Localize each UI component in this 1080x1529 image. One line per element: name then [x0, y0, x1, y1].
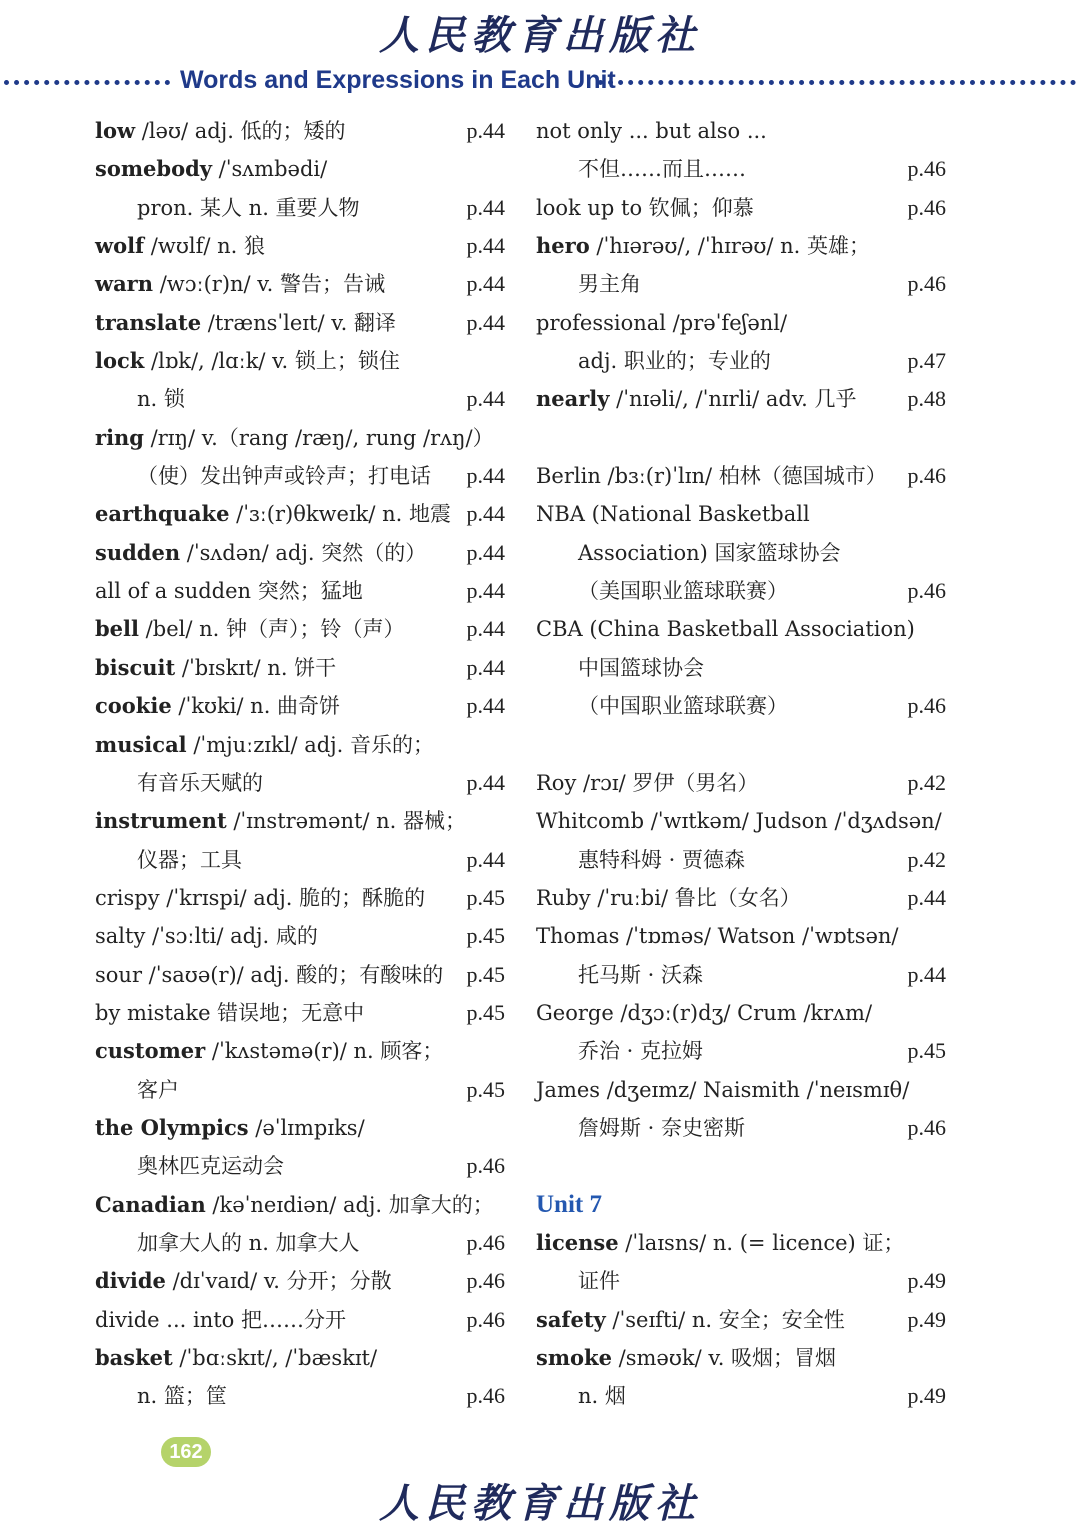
page-reference: p.44 — [466, 271, 505, 297]
entry-text — [137, 380, 185, 418]
page-reference: p.46 — [466, 1306, 505, 1332]
page-reference: p.44 — [907, 884, 946, 910]
vocab-entry — [536, 227, 946, 265]
definition: look up to 钦佩；仰慕 — [536, 195, 754, 220]
vocab-entry — [95, 189, 505, 227]
entry-text — [95, 304, 396, 342]
entry-text — [578, 572, 788, 610]
definition: not only ... but also ... — [536, 119, 767, 143]
vocab-entry — [536, 649, 946, 687]
definition: NBA (National Basketball — [536, 502, 810, 527]
vocab-entry — [95, 265, 505, 303]
vocab-entry — [95, 802, 505, 840]
definition: 乔治 · 克拉姆 — [578, 1039, 704, 1064]
vocab-entry — [536, 917, 946, 955]
vocab-entry — [95, 1377, 505, 1415]
entry-text — [536, 1339, 836, 1377]
page-reference: p.44 — [466, 194, 505, 220]
definition: 客户 — [137, 1077, 179, 1102]
entry-text — [137, 457, 431, 495]
definition: 托马斯 · 沃森 — [578, 962, 704, 987]
page-reference: p.45 — [466, 884, 505, 910]
vocab-entry — [536, 1377, 946, 1415]
page-reference: p.44 — [466, 118, 505, 143]
definition: /ˈlaɪsns/ n. (= licence) 证； — [618, 1230, 905, 1255]
entry-text — [578, 150, 746, 188]
headword: bell — [95, 616, 139, 642]
vocab-entry — [536, 112, 946, 150]
vocab-entry — [536, 1071, 946, 1109]
headword: nearly — [536, 386, 610, 412]
definition: /ˈɜː(r)θkweɪk/ n. 地震 — [229, 502, 452, 527]
definition: /ˈsʌdən/ adj. 突然（的） — [180, 540, 427, 565]
vocab-entry — [536, 994, 946, 1032]
entry-text — [95, 419, 494, 457]
vocab-entry — [536, 1224, 946, 1262]
definition: 有音乐天赋的 — [137, 770, 263, 795]
headword: divide — [95, 1268, 166, 1294]
entry-text — [578, 1032, 703, 1070]
definition: /ˈbɪskɪt/ n. 饼干 — [175, 655, 337, 680]
entry-text — [95, 265, 385, 303]
vocab-entry — [536, 457, 946, 495]
definition: /ˈnɪəli/, /ˈnɪrli/ adv. 几乎 — [609, 387, 857, 412]
vocab-entry — [95, 1301, 505, 1339]
header-dots-right — [598, 80, 1076, 85]
vocab-entry — [95, 1224, 505, 1262]
definition: Ruby /ˈruːbi/ 鲁比（女名） — [536, 885, 801, 910]
vocab-entry — [536, 726, 946, 764]
vocab-entry — [536, 687, 946, 725]
headword: safety — [536, 1306, 606, 1332]
entry-text — [536, 1071, 909, 1109]
entry-text — [578, 1109, 745, 1147]
entry-text — [137, 189, 360, 227]
entry-text — [137, 1377, 227, 1415]
definition: /kəˈneɪdiən/ adj. 加拿大的； — [205, 1192, 494, 1217]
page-reference: p.45 — [466, 923, 505, 949]
vocab-entry — [536, 764, 946, 802]
entry-text — [95, 1262, 392, 1300]
page-reference: p.46 — [907, 578, 946, 604]
entry-text — [95, 342, 400, 380]
entry-text — [536, 802, 942, 840]
page-reference: p.44 — [466, 309, 505, 335]
vocab-entry — [95, 495, 505, 533]
definition: professional /prəˈfeʃənl/ — [536, 310, 788, 335]
vocab-entry — [95, 1109, 505, 1147]
page-reference: p.48 — [907, 386, 946, 412]
definition: 惠特科姆 · 贾德森 — [578, 847, 746, 872]
entry-text — [95, 649, 336, 687]
vocab-entry — [95, 956, 505, 994]
vocab-entry — [536, 1032, 946, 1070]
page-reference: p.49 — [907, 1268, 946, 1294]
publisher-logo-bottom: 人民教育出版社 — [379, 1480, 701, 1527]
headword: musical — [95, 731, 187, 757]
entry-text — [536, 994, 872, 1032]
definition: n. 锁 — [137, 387, 185, 412]
entry-text — [536, 304, 787, 342]
vocab-entry — [95, 1186, 505, 1224]
entry-text — [95, 956, 443, 994]
entry-text — [578, 342, 771, 380]
definition: adj. 职业的；专业的 — [578, 349, 771, 374]
definition: Thomas /ˈtɒməs/ Watson /ˈwɒtsən/ — [536, 924, 899, 949]
headword: customer — [95, 1038, 206, 1064]
definition: n. 烟 — [578, 1384, 626, 1409]
page-reference: p.44 — [466, 539, 505, 565]
vocab-entry — [536, 1301, 946, 1339]
vocab-entry — [536, 419, 946, 457]
page-reference: p.46 — [466, 1268, 505, 1294]
page-number-badge: 162 — [161, 1437, 211, 1467]
entry-text — [95, 726, 434, 764]
entry-text — [578, 956, 703, 994]
entry-text — [536, 1186, 602, 1224]
vocab-entry — [95, 112, 505, 150]
page-reference: p.44 — [466, 463, 505, 489]
definition: Unit 7 — [536, 1190, 602, 1218]
definition: crispy /ˈkrɪspi/ adj. 脆的；酥脆的 — [95, 885, 426, 910]
page-reference: p.44 — [466, 233, 505, 259]
page-reference: p.49 — [907, 1383, 946, 1409]
vocab-entry — [536, 956, 946, 994]
definition: 中国篮球协会 — [578, 655, 704, 680]
page-reference: p.49 — [907, 1306, 946, 1332]
entry-text — [536, 610, 915, 648]
vocab-entry — [95, 150, 505, 188]
vocab-entry — [95, 687, 505, 725]
section-header — [0, 64, 1080, 100]
headword: low — [95, 118, 136, 143]
vocab-entry — [95, 419, 505, 457]
definition: 仪器；工具 — [137, 847, 242, 872]
headword: ring — [95, 424, 144, 450]
vocab-entry — [95, 879, 505, 917]
definition: /ˈkʌstəmə(r)/ n. 顾客； — [205, 1039, 444, 1064]
page-reference: p.45 — [466, 961, 505, 987]
definition: /rɪŋ/ v.（rang /ræŋ/, rung /rʌŋ/） — [144, 425, 494, 450]
entry-text — [137, 841, 242, 879]
page-reference: p.44 — [466, 654, 505, 680]
definition: /lɒk/, /lɑːk/ v. 锁上；锁住 — [144, 349, 400, 374]
definition: 奥林匹克运动会 — [137, 1154, 284, 1179]
entry-text — [95, 917, 318, 955]
vocab-entry — [536, 304, 946, 342]
vocab-entry — [95, 841, 505, 879]
vocab-entry — [95, 304, 505, 342]
definition: /ˈɪnstrəmənt/ n. 器械； — [226, 809, 467, 834]
entry-text — [536, 1301, 845, 1339]
definition: /ləʊ/ adj. 低的；矮的 — [135, 119, 346, 143]
headword: translate — [95, 309, 202, 335]
definition: Berlin /bɜː(r)ˈlɪn/ 柏林（德国城市） — [536, 464, 887, 489]
headword: biscuit — [95, 654, 176, 680]
definition: /əˈlɪmpɪks/ — [248, 1115, 365, 1140]
vocab-entry — [536, 879, 946, 917]
definition: divide ... into 把……分开 — [95, 1307, 346, 1332]
entry-text — [578, 534, 841, 572]
vocab-entry — [95, 380, 505, 418]
headword: basket — [95, 1345, 173, 1370]
headword: license — [536, 1229, 619, 1255]
headword: hero — [536, 233, 590, 259]
vocab-entry — [95, 764, 505, 802]
vocab-entry — [536, 802, 946, 840]
entry-text — [95, 112, 346, 150]
entry-text — [536, 112, 767, 150]
headword: smoke — [536, 1345, 612, 1370]
definition: /sməʊk/ v. 吸烟；冒烟 — [611, 1346, 837, 1370]
definition: /bel/ n. 钟（声）；铃（声） — [139, 617, 405, 642]
vocab-entry — [95, 227, 505, 265]
definition: /trænsˈleɪt/ v. 翻译 — [201, 310, 396, 335]
entry-text — [95, 687, 340, 725]
definition: /wʊlf/ n. 狼 — [144, 234, 265, 259]
vocab-entry — [536, 380, 946, 418]
page-reference: p.46 — [907, 693, 946, 719]
definition: /dɪˈvaɪd/ v. 分开；分散 — [165, 1269, 392, 1294]
page-reference: p.46 — [907, 194, 946, 220]
page-reference: p.42 — [907, 846, 946, 872]
entry-text — [137, 1224, 360, 1262]
definition: pron. 某人 n. 重要人物 — [137, 195, 360, 220]
page-reference: p.46 — [907, 271, 946, 297]
entry-text — [95, 1339, 377, 1377]
definition: by mistake 错误地；无意中 — [95, 1000, 365, 1025]
entry-text — [578, 1262, 620, 1300]
entry-text — [95, 994, 364, 1032]
definition: Association) 国家篮球协会 — [578, 540, 841, 565]
entry-text — [95, 879, 425, 917]
entry-text — [578, 1377, 626, 1415]
vocab-entry — [536, 150, 946, 188]
definition: 男主角 — [578, 272, 641, 297]
definition: /ˈmjuːzɪkl/ adj. 音乐的； — [186, 732, 435, 757]
vocab-entry — [536, 572, 946, 610]
definition: sour /ˈsaʊə(r)/ adj. 酸的；有酸味的 — [95, 962, 444, 987]
headword: wolf — [95, 233, 145, 259]
definition: /wɔː(r)n/ v. 警告；告诫 — [153, 272, 386, 297]
page-reference: p.46 — [907, 463, 946, 489]
headword: sudden — [95, 539, 181, 565]
vocab-entry — [536, 265, 946, 303]
entry-text — [95, 802, 466, 840]
publisher-logo-top: 人民教育出版社 — [379, 12, 701, 59]
headword: the Olympics — [95, 1114, 249, 1140]
entry-text — [95, 572, 363, 610]
page-reference: p.47 — [907, 348, 946, 374]
vocab-entry — [95, 917, 505, 955]
vocab-entry — [536, 1339, 946, 1377]
vocab-entry — [95, 610, 505, 648]
page-reference: p.44 — [466, 846, 505, 872]
page-reference: p.46 — [907, 156, 946, 182]
entry-text — [137, 1147, 284, 1185]
entry-text — [536, 764, 758, 802]
definition: salty /ˈsɔːlti/ adj. 咸的 — [95, 924, 318, 949]
vocab-entry — [95, 1262, 505, 1300]
entry-text — [137, 1071, 179, 1109]
page-reference: p.46 — [466, 1383, 505, 1409]
vocab-entry — [536, 1262, 946, 1300]
entry-text — [95, 495, 451, 533]
definition: Roy /rɔɪ/ 罗伊（男名） — [536, 770, 759, 795]
entry-text — [95, 227, 265, 265]
vocab-entry — [95, 994, 505, 1032]
definition: 证件 — [578, 1269, 620, 1294]
page-reference: p.45 — [907, 1038, 946, 1064]
headword: Canadian — [95, 1191, 206, 1217]
entry-text — [536, 380, 857, 418]
vocab-entry — [536, 342, 946, 380]
entry-text — [536, 917, 899, 955]
entry-text — [536, 879, 801, 917]
entry-text — [95, 1032, 443, 1070]
definition: all of a sudden 突然；猛地 — [95, 579, 363, 604]
vocab-column-right — [536, 112, 946, 1416]
entry-text — [536, 189, 754, 227]
entry-text — [95, 610, 404, 648]
entry-text — [536, 457, 887, 495]
entry-text — [578, 687, 788, 725]
definition: /ˈhɪərəʊ/, /ˈhɪrəʊ/ n. 英雄； — [589, 234, 871, 259]
vocab-entry — [536, 841, 946, 879]
page-reference: p.44 — [466, 578, 505, 604]
page-reference: p.44 — [907, 961, 946, 987]
headword: cookie — [95, 693, 172, 719]
definition: /ˈbɑːskɪt/, /ˈbæskɪt/ — [172, 1346, 378, 1370]
vocab-entry — [95, 534, 505, 572]
page-reference: p.44 — [466, 386, 505, 412]
headword: earthquake — [95, 501, 230, 527]
definition: Whitcomb /ˈwɪtkəm/ Judson /ˈdʒʌdsən/ — [536, 809, 942, 834]
definition: James /dʒeɪmz/ Naismith /ˈneɪsmɪθ/ — [536, 1077, 910, 1102]
definition: 詹姆斯 · 奈史密斯 — [578, 1115, 746, 1140]
vocab-entry — [95, 572, 505, 610]
header-dots-left — [4, 80, 170, 85]
entry-text — [578, 649, 704, 687]
section-title: Words and Expressions in Each Unit — [180, 66, 616, 94]
headword: lock — [95, 348, 145, 374]
entry-text — [95, 534, 426, 572]
definition: 不但……而且…… — [578, 157, 746, 182]
entry-text — [95, 1109, 365, 1147]
definition: （中国职业篮球联赛） — [578, 694, 788, 719]
headword: somebody — [95, 156, 212, 182]
page-reference: p.44 — [466, 616, 505, 642]
vocab-entry — [95, 1147, 505, 1185]
page-reference: p.46 — [466, 1229, 505, 1255]
vocab-entry — [95, 649, 505, 687]
definition: n. 篮；筐 — [137, 1384, 227, 1409]
definition: CBA (China Basketball Association) — [536, 617, 915, 642]
vocab-entry — [536, 495, 946, 533]
page-reference: p.45 — [466, 1076, 505, 1102]
vocab-entry — [95, 1032, 505, 1070]
vocab-entry — [95, 1339, 505, 1377]
headword: instrument — [95, 808, 227, 834]
vocab-column-left — [95, 112, 505, 1416]
entry-text — [95, 1301, 346, 1339]
vocab-entry — [95, 1071, 505, 1109]
definition: /ˈsʌmbədi/ — [212, 157, 328, 182]
vocab-entry — [95, 726, 505, 764]
vocab-entry — [536, 1147, 946, 1185]
vocab-entry — [95, 457, 505, 495]
page-reference: p.45 — [466, 999, 505, 1025]
vocab-entry — [536, 610, 946, 648]
entry-text — [137, 764, 263, 802]
page-reference: p.46 — [466, 1153, 505, 1179]
entry-text — [536, 227, 870, 265]
vocab-entry — [536, 189, 946, 227]
page-reference: p.42 — [907, 769, 946, 795]
entry-text — [536, 1224, 904, 1262]
unit-heading — [536, 1186, 946, 1224]
definition: 加拿大人的 n. 加拿大人 — [137, 1230, 360, 1255]
entry-text — [578, 265, 641, 303]
definition: （使）发出钟声或铃声；打电话 — [137, 464, 431, 489]
page-reference: p.44 — [466, 501, 505, 527]
entry-text — [95, 1186, 494, 1224]
entry-text — [578, 841, 745, 879]
definition: /ˈkʊki/ n. 曲奇饼 — [171, 694, 341, 719]
page-reference: p.46 — [907, 1114, 946, 1140]
page-reference: p.44 — [466, 693, 505, 719]
definition: George /dʒɔː(r)dʒ/ Crum /krʌm/ — [536, 1000, 873, 1025]
definition: （美国职业篮球联赛） — [578, 579, 788, 604]
headword: warn — [95, 271, 154, 297]
page-reference: p.44 — [466, 769, 505, 795]
vocab-entry — [536, 1109, 946, 1147]
entry-text — [536, 495, 810, 533]
entry-text — [95, 150, 327, 188]
vocab-entry — [536, 534, 946, 572]
vocab-entry — [95, 342, 505, 380]
definition: /ˈseɪfti/ n. 安全；安全性 — [605, 1307, 845, 1332]
